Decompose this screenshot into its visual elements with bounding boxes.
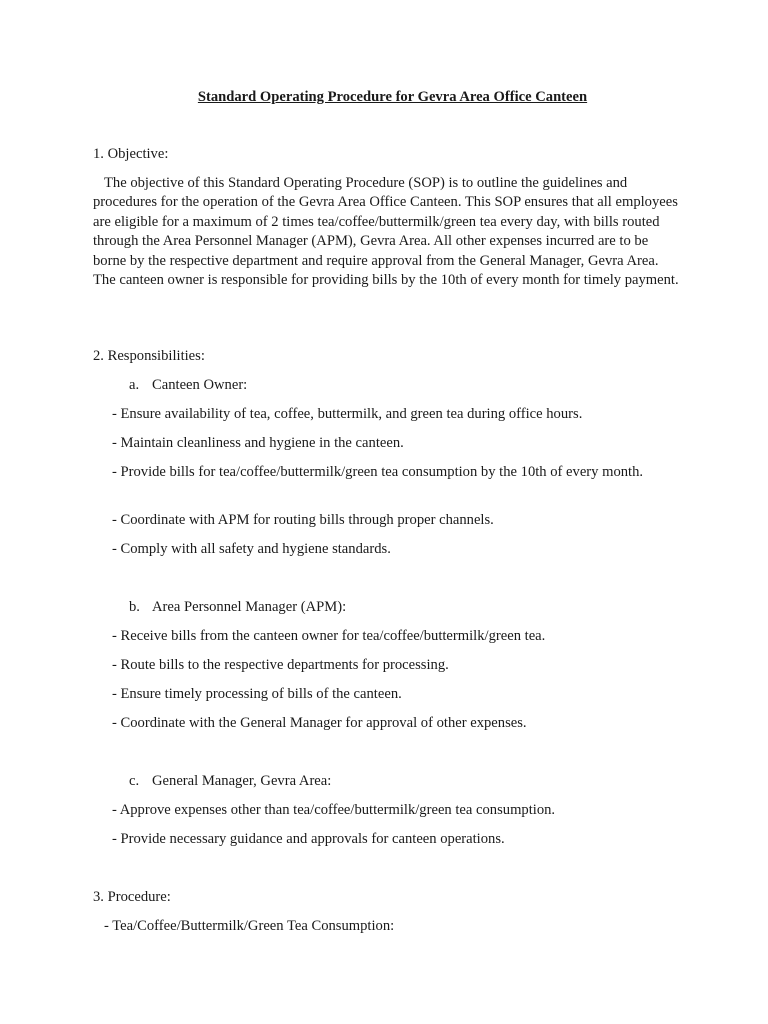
list-item: - Approve expenses other than tea/coffee/buttermilk/green tea consumption.	[112, 802, 556, 818]
canteen-owner-subheading	[129, 376, 247, 396]
procedure-subheading: - Tea/Coffee/Buttermilk/Green Tea Consumption:	[104, 918, 395, 934]
document-title: Standard Operating Procedure for Gevra Area Office Canteen	[197, 89, 588, 105]
list-letter: a.	[129, 377, 140, 393]
list-item: - Route bills to the respective departments for processing.	[112, 657, 449, 673]
list-letter: b.	[129, 599, 140, 615]
list-item: - Receive bills from the canteen owner for tea/coffee/buttermilk/green tea.	[112, 628, 546, 644]
list-item: - Provide bills for tea/coffee/buttermilk/green tea consumption by the 10th of every month.	[112, 464, 644, 480]
list-item: - Comply with all safety and hygiene standards.	[112, 541, 391, 557]
apm-subheading	[129, 598, 346, 618]
objective-paragraph: The objective of this Standard Operating Procedure (SOP) is to outline the guidelines and procedures for the operation of the Gevra Area Office Canteen. This SOP ensures that all employees are eligible for a maximum of 2 times tea/coffee/buttermilk/green tea every day, with bills routed through the Area Personnel Manager (APM), Gevra Area. All other expenses incurred are to be borne by the respective department and require approval from the General Manager, Gevra Area. The canteen owner is responsible for providing bills by the 10th of every month for timely payment.	[93, 175, 679, 289]
list-item: - Maintain cleanliness and hygiene in the canteen.	[112, 435, 404, 451]
general-manager-subheading	[129, 772, 331, 792]
list-item: - Ensure timely processing of bills of the canteen.	[112, 686, 402, 702]
subheading-label: Area Personnel Manager (APM):	[152, 599, 347, 615]
objective-heading: 1. Objective:	[93, 146, 169, 162]
list-item: - Provide necessary guidance and approvals for canteen operations.	[112, 831, 505, 847]
responsibilities-heading: 2. Responsibilities:	[93, 348, 205, 364]
list-item: - Coordinate with the General Manager for approval of other expenses.	[112, 715, 527, 731]
subheading-label: Canteen Owner:	[152, 377, 248, 393]
list-item: - Coordinate with APM for routing bills through proper channels.	[112, 512, 494, 528]
procedure-heading: 3. Procedure:	[93, 889, 171, 905]
subheading-label: General Manager, Gevra Area:	[152, 773, 332, 789]
list-item: - Ensure availability of tea, coffee, buttermilk, and green tea during office hours.	[112, 406, 583, 422]
list-letter: c.	[129, 773, 140, 789]
